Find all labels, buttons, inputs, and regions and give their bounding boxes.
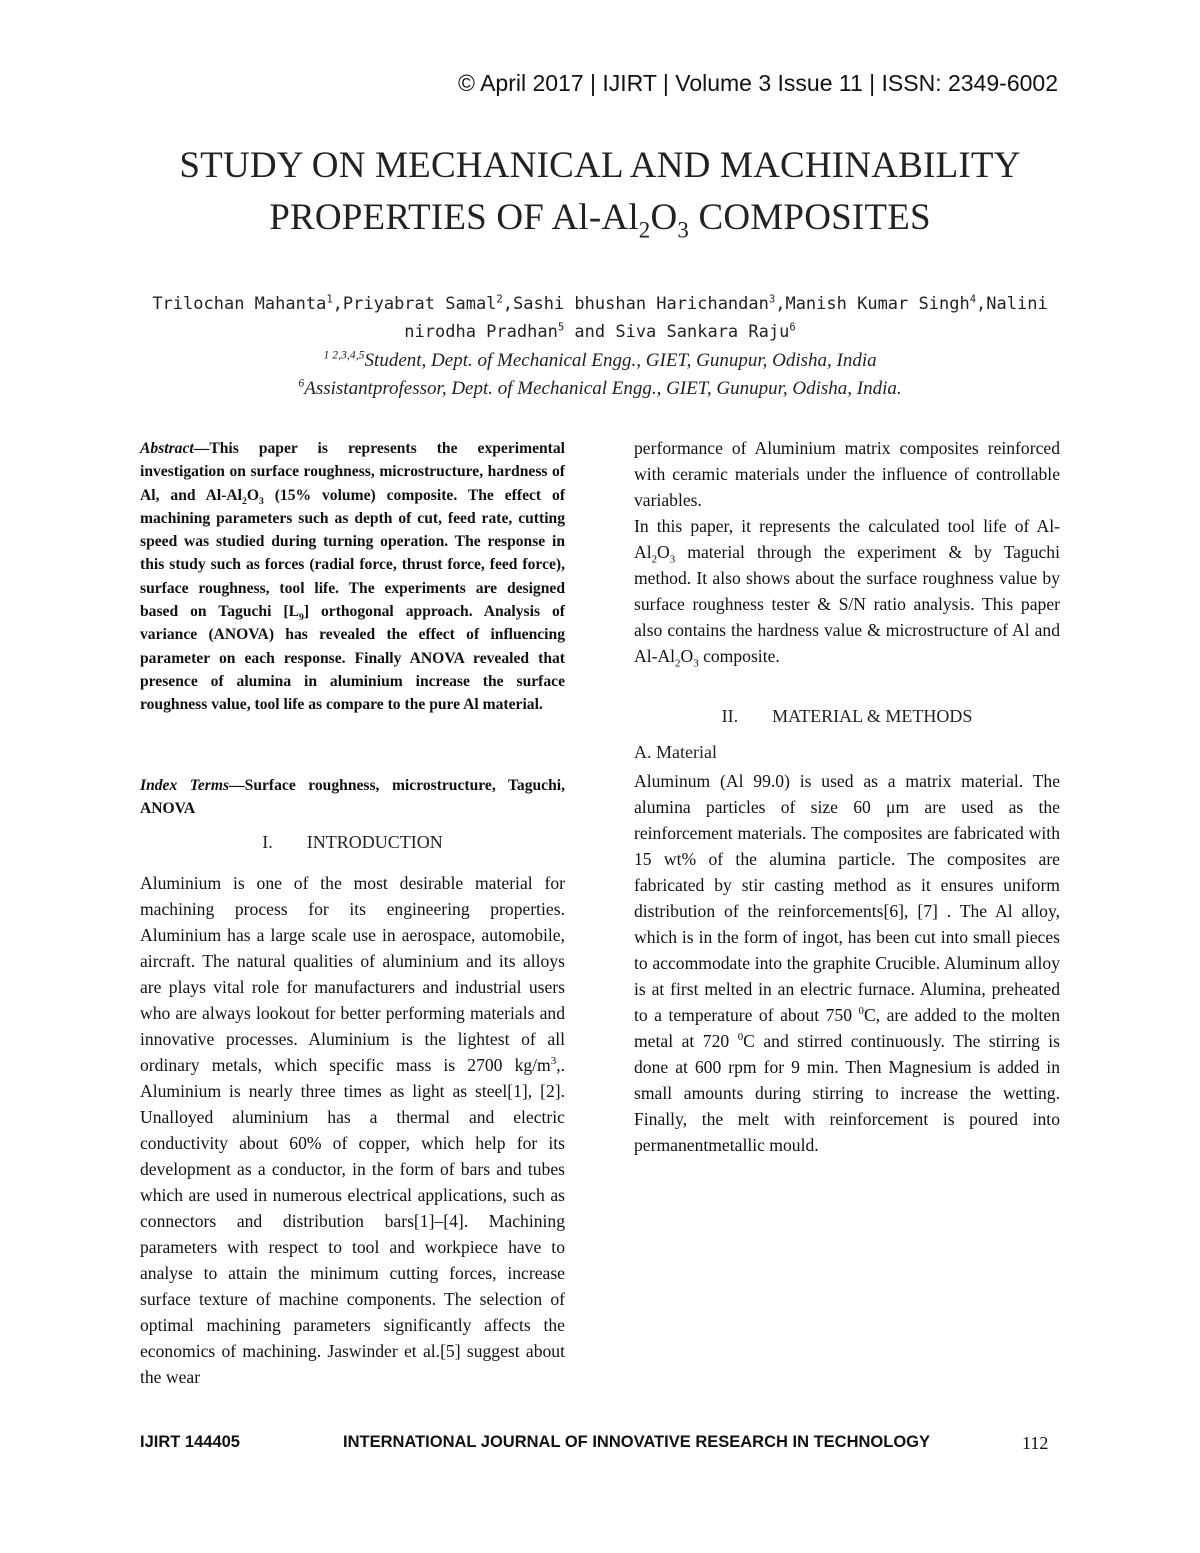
intro-paragraph: In this paper, it represents the calculated tool life of $Al-Al_2O_3$ material through the experiment & by Taguchi method. It also shows about the surface roughness value by surface roughness tester & S/N ratio analysis. This paper also contains the hardness value & microstructure of Al and $Al-Al_2O_3$ composite. [634,516,1060,670]
introduction-body: Aluminium is one of the most desirable material for machining process for its engineering properties. Aluminium has a large scale use in aerospace, automobile, aircraft. The natural qualities of aluminium and its alloys are plays vital role for manufacturers and industrial users who are always lookout for better performing materials and innovative processes. Aluminium is the lightest of all ordinary metals, which specific mass is 2700 $kg/m^3$,. Aluminium is nearly three times as light as steel[1], [2]. Unalloyed aluminium has a thermal and electric conductivity about 60% of copper, which help for its development as a conductor, in the form of bars and tubes which are used in numerous electrical applications, such as connectors and distribution bars[1]–[4]. Machining parameters with respect to tool and workpiece have to analyse to attain the minimum cutting forces, increase surface texture of machine components. The selection of optimal machining parameters significantly affects the economics of machining. Jaswinder et al.[5] suggest about the wear [140,873,565,1387]
faculty-affiliation: $^6$Assistantprofessor, Dept. of Mechanical Engg., GIET, Gunupur, Odisha, India. [298,376,902,399]
abstract-label: Abstract [140,440,194,457]
author-list: Trilochan Mahanta$^1$,Priyabrat Samal$^2$,Sashi bhushan Harichandan$^3$,Manish Kumar Singh$^4$,Nalini nirodha Pradhan$^5$ and Siva Sankara Raju$^6$ [152,293,1048,342]
page-number: 112 [1022,1433,1049,1453]
section-heading-introduction: I. INTRODUCTION [262,832,443,852]
student-affiliation: $^{1 2,3,4,5}$Student, Dept. of Mechanical Engg., GIET, Gunupur, Odisha, India [323,348,877,371]
introduction-continued [634,435,1060,669]
intro-paragraph: performance of Aluminium matrix composites reinforced with ceramic materials under the influence of controllable variables. [634,438,1060,510]
index-terms-label: Index Terms [140,777,230,794]
footer-journal-name: INTERNATIONAL JOURNAL OF INNOVATIVE RESEARCH IN TECHNOLOGY [343,1433,930,1451]
abstract: Abstract—This paper is represents the experimental investigation on surface roughness, microstructure, hardness of Al, and $Al-Al_2O_3$ (15% volume) composite. The effect of machining parameters such as depth of cut, feed rate, cutting speed was studied during turning operation. The response in this study such as forces (radial force, thrust force, feed force), surface roughness, tool life. The experiments are designed based on Taguchi $[L_9]$ orthogonal approach. Analysis of variance (ANOVA) has revealed the effect of influencing parameter on each response. Finally ANOVA revealed that presence of alumina in aluminium increase the surface roughness value, tool life as compare to the pure Al material. [140,440,566,714]
footer-paper-id: IJIRT 144405 [140,1433,240,1451]
journal-citation-header: © April 2017 | IJIRT | Volume 3 Issue 11 | ISSN: 2349-6002 [458,70,1058,96]
subsection-heading-material: A. Material [634,742,717,762]
section-heading-material-methods: II. MATERIAL & METHODS [721,706,973,726]
material-body: Aluminum (Al 99.0) is used as a matrix material. The alumina particles of size 60 μm are used as the reinforcement materials. The composites are fabricated with 15 wt% of the alumina particle. The composites are fabricated by stir casting method as it ensures uniform distribution of the reinforcements[6], [7] . The Al alloy, which is in the form of ingot, has been cut into small pieces to accommodate into the graphite Crucible. Aluminum alloy is at first melted in an electric furnace. Alumina, preheated to a temperature of about 750 $^0$C, are added to the molten metal at 720 $^0$C and stirred continuously. The stirring is done at 600 rpm for 9 min. Then Magnesium is added in small amounts during stirring to increase the wetting. Finally, the melt with reinforcement is poured into permanentmetallic mould. [634,771,1060,1155]
paper-title-line-2: PROPERTIES OF $Al-Al_2O_3$ COMPOSITES [269,197,931,243]
index-terms: Index Terms—Surface roughness, microstructure, Taguchi, ANOVA [140,777,566,817]
paper-title-line-1: STUDY ON MECHANICAL AND MACHINABILITY [179,145,1021,186]
